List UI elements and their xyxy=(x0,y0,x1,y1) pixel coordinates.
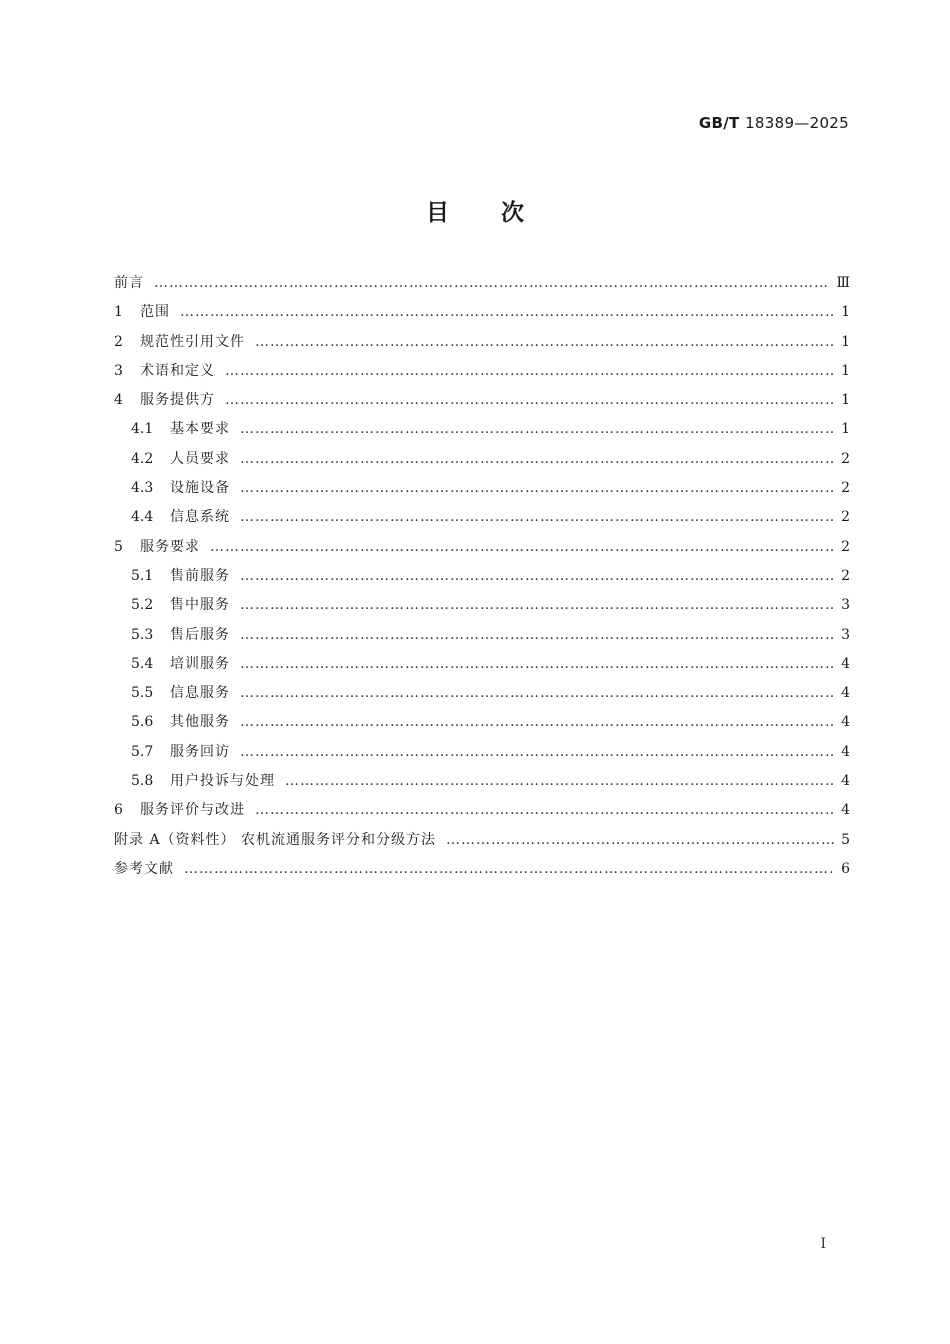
toc-entry-label: 其他服务 xyxy=(170,714,230,731)
toc-leader-dots xyxy=(240,656,834,672)
toc-entry-page: Ⅲ xyxy=(836,275,850,291)
toc-entry-page: 3 xyxy=(841,626,850,643)
toc-entry-page: 4 xyxy=(841,714,850,731)
toc-entry-label: 基本要求 xyxy=(170,421,230,438)
toc-entry-label: 售前服务 xyxy=(170,567,230,584)
toc-entry-label: 售中服务 xyxy=(170,597,230,614)
toc-entry[interactable] xyxy=(114,565,850,594)
standard-code xyxy=(699,114,849,132)
toc-entry[interactable] xyxy=(114,272,850,301)
toc-entry-page: 1 xyxy=(841,333,850,350)
toc-leader-dots xyxy=(184,861,834,877)
toc-entry-label: 服务评价与改进 xyxy=(140,802,245,819)
toc-entry-label: 服务回访 xyxy=(170,743,230,760)
toc-entry-page: 4 xyxy=(841,655,850,672)
toc-entry-page: 1 xyxy=(841,392,850,409)
toc-entry[interactable] xyxy=(114,418,850,447)
toc-entry-label: 术语和定义 xyxy=(140,362,215,379)
toc-leader-dots xyxy=(255,334,834,350)
toc-leader-dots xyxy=(225,392,834,408)
toc-entry-label: 服务提供方 xyxy=(140,392,215,409)
toc-entry-page: 2 xyxy=(841,450,850,467)
toc-title-char-1: 目 xyxy=(426,200,449,226)
toc-entry-label: 信息服务 xyxy=(170,685,230,702)
toc-entry-label: 前言 xyxy=(114,275,144,291)
toc-entry-page: 3 xyxy=(841,597,850,614)
toc-entry-page: 4 xyxy=(841,802,850,819)
toc-entry-label: 用户投诉与处理 xyxy=(170,773,275,790)
toc-entry-number: 6 xyxy=(114,802,123,819)
toc-entry-page: 4 xyxy=(841,773,850,790)
standard-code-number: 18389—2025 xyxy=(745,114,849,132)
toc-entry[interactable] xyxy=(114,301,850,330)
toc-leader-dots xyxy=(240,627,834,643)
toc-leader-dots xyxy=(225,363,834,379)
toc-entry-label: 培训服务 xyxy=(170,655,230,672)
toc-entry-label: 信息系统 xyxy=(170,509,230,526)
toc-entry[interactable] xyxy=(114,770,850,799)
toc-entry-page: 1 xyxy=(841,304,850,321)
toc-entry-number: 5.7 xyxy=(131,743,154,760)
toc-title-char-2: 次 xyxy=(501,200,524,226)
toc-entry[interactable] xyxy=(114,829,850,858)
toc-leader-dots xyxy=(240,568,834,584)
toc-entry[interactable] xyxy=(114,477,850,506)
toc-entry-number: 5 xyxy=(114,538,123,555)
toc-leader-dots xyxy=(240,597,834,613)
toc-entry[interactable] xyxy=(114,682,850,711)
toc-entry-number: 4.2 xyxy=(131,450,154,467)
toc-entry-label: 参考文献 xyxy=(114,860,174,877)
toc-entry-page: 6 xyxy=(841,860,850,877)
toc-entry-page: 2 xyxy=(841,538,850,555)
toc-entry[interactable] xyxy=(114,653,850,682)
toc-entry[interactable] xyxy=(114,624,850,653)
table-of-contents xyxy=(114,272,850,887)
toc-leader-dots xyxy=(285,773,834,789)
toc-entry-label: 人员要求 xyxy=(170,450,230,467)
toc-entry-number: 5.4 xyxy=(131,655,154,672)
toc-entry[interactable] xyxy=(114,389,850,418)
toc-entry[interactable] xyxy=(114,594,850,623)
toc-entry-page: 1 xyxy=(841,362,850,379)
toc-entry-page: 2 xyxy=(841,509,850,526)
toc-entry-number: 3 xyxy=(114,362,123,379)
toc-entry-number: 5.6 xyxy=(131,714,154,731)
toc-entry-number: 2 xyxy=(114,333,123,350)
toc-entry-number: 4.3 xyxy=(131,480,154,497)
toc-entry[interactable] xyxy=(114,536,850,565)
toc-entry-label: 设施设备 xyxy=(170,480,230,497)
footer-page-number: I xyxy=(820,1236,826,1252)
toc-entry-page: 4 xyxy=(841,685,850,702)
toc-entry-number: 5.3 xyxy=(131,626,154,643)
toc-leader-dots xyxy=(210,539,834,555)
toc-leader-dots xyxy=(240,509,834,525)
toc-entry-number: 4 xyxy=(114,392,123,409)
toc-entry-label: 服务要求 xyxy=(140,538,200,555)
toc-leader-dots xyxy=(180,304,834,320)
toc-leader-dots xyxy=(240,451,834,467)
toc-entry-page: 1 xyxy=(841,421,850,438)
toc-entry[interactable] xyxy=(114,360,850,389)
toc-entry-number: 4.4 xyxy=(131,509,154,526)
toc-leader-dots xyxy=(446,832,834,848)
toc-entry-label: 售后服务 xyxy=(170,626,230,643)
standard-code-prefix: GB/T xyxy=(698,114,740,132)
toc-entry[interactable] xyxy=(114,448,850,477)
toc-leader-dots xyxy=(240,480,834,496)
toc-entry-page: 2 xyxy=(841,567,850,584)
toc-entry[interactable] xyxy=(114,506,850,535)
toc-entry[interactable] xyxy=(114,741,850,770)
toc-entry[interactable] xyxy=(114,331,850,360)
toc-leader-dots xyxy=(240,421,834,437)
toc-entry-number: 1 xyxy=(114,304,123,321)
toc-leader-dots xyxy=(240,744,834,760)
toc-entry-label: 范围 xyxy=(140,304,170,321)
toc-entry-number: 5.8 xyxy=(131,773,154,790)
toc-entry[interactable] xyxy=(114,799,850,828)
toc-leader-dots xyxy=(255,802,834,818)
toc-entry-number: 4.1 xyxy=(131,421,154,438)
toc-entry-number: 5.5 xyxy=(131,685,154,702)
toc-entry-page: 2 xyxy=(841,480,850,497)
toc-entry[interactable] xyxy=(114,858,850,887)
toc-entry[interactable] xyxy=(114,711,850,740)
toc-entry-number: 5.2 xyxy=(131,597,154,614)
toc-entry-page: 4 xyxy=(841,743,850,760)
toc-title xyxy=(0,194,950,227)
toc-leader-dots xyxy=(154,275,830,291)
toc-entry-number: 5.1 xyxy=(131,567,154,584)
toc-entry-label: 规范性引用文件 xyxy=(140,333,245,350)
toc-leader-dots xyxy=(240,714,834,730)
toc-entry-label: 附录 A（资料性） 农机流通服务评分和分级方法 xyxy=(114,831,437,848)
toc-entry-page: 5 xyxy=(841,831,850,848)
toc-leader-dots xyxy=(240,685,834,701)
